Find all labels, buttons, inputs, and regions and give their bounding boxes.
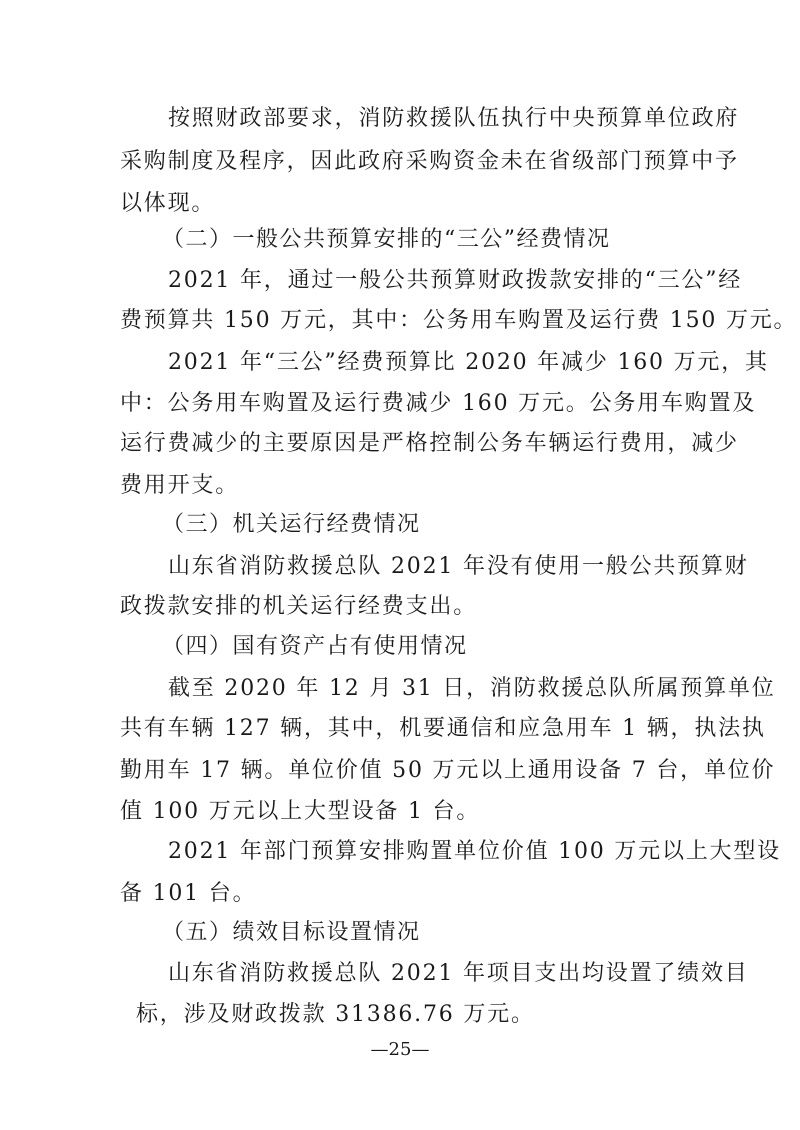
paragraph-line: 山东省消防救援总队 2021 年没有使用一般公共预算财 (168, 554, 749, 579)
paragraph-line: 以体现。 (120, 191, 216, 216)
paragraph-line: 政拨款安排的机关运行经费支出。 (120, 594, 478, 619)
page-number: —25— (370, 1039, 430, 1060)
paragraph-line: 2021 年部门预算安排购置单位价值 100 万元以上大型设 (168, 839, 781, 864)
paragraph-line: 山东省消防救援总队 2021 年项目支出均设置了绩效目 (168, 961, 749, 986)
paragraph-line: 采购制度及程序，因此政府采购资金未在省级部门预算中予 (120, 149, 739, 174)
paragraph-line: 运行费减少的主要原因是严格控制公务车辆运行费用，减少 (120, 431, 739, 456)
paragraph-line: 费预算共 150 万元，其中：公务用车购置及运行费 150 万元。 (120, 308, 798, 333)
paragraph-line: 截至 2020 年 12 月 31 日，消防救援总队所属预算单位 (168, 676, 776, 701)
paragraph-line: 中：公务用车购置及运行费减少 160 万元。公务用车购置及 (120, 391, 757, 416)
paragraph-line: 勤用车 17 辆。单位价值 50 万元以上通用设备 7 台，单位价 (120, 758, 776, 783)
section-heading-2: （二）一般公共预算安排的“三公”经费情况 (162, 227, 611, 252)
paragraph-line: 值 100 万元以上大型设备 1 台。 (120, 799, 481, 824)
paragraph-line: 2021 年“三公”经费预算比 2020 年减少 160 万元，其 (168, 350, 769, 375)
section-heading-3: （三）机关运行经费情况 (162, 512, 421, 537)
paragraph-line: 备 101 台。 (120, 881, 257, 906)
paragraph-line: 费用开支。 (120, 473, 240, 498)
section-heading-4: （四）国有资产占有使用情况 (162, 634, 468, 659)
section-heading-5: （五）绩效目标设置情况 (162, 920, 421, 945)
paragraph-line: 按照财政部要求，消防救援队伍执行中央预算单位政府 (168, 106, 740, 131)
paragraph-line: 标，涉及财政拨款 31386.76 万元。 (136, 1002, 535, 1027)
paragraph-line: 2021 年，通过一般公共预算财政拨款安排的“三公”经 (168, 268, 743, 293)
paragraph-line: 共有车辆 127 辆，其中，机要通信和应急用车 1 辆，执法执 (120, 716, 766, 741)
